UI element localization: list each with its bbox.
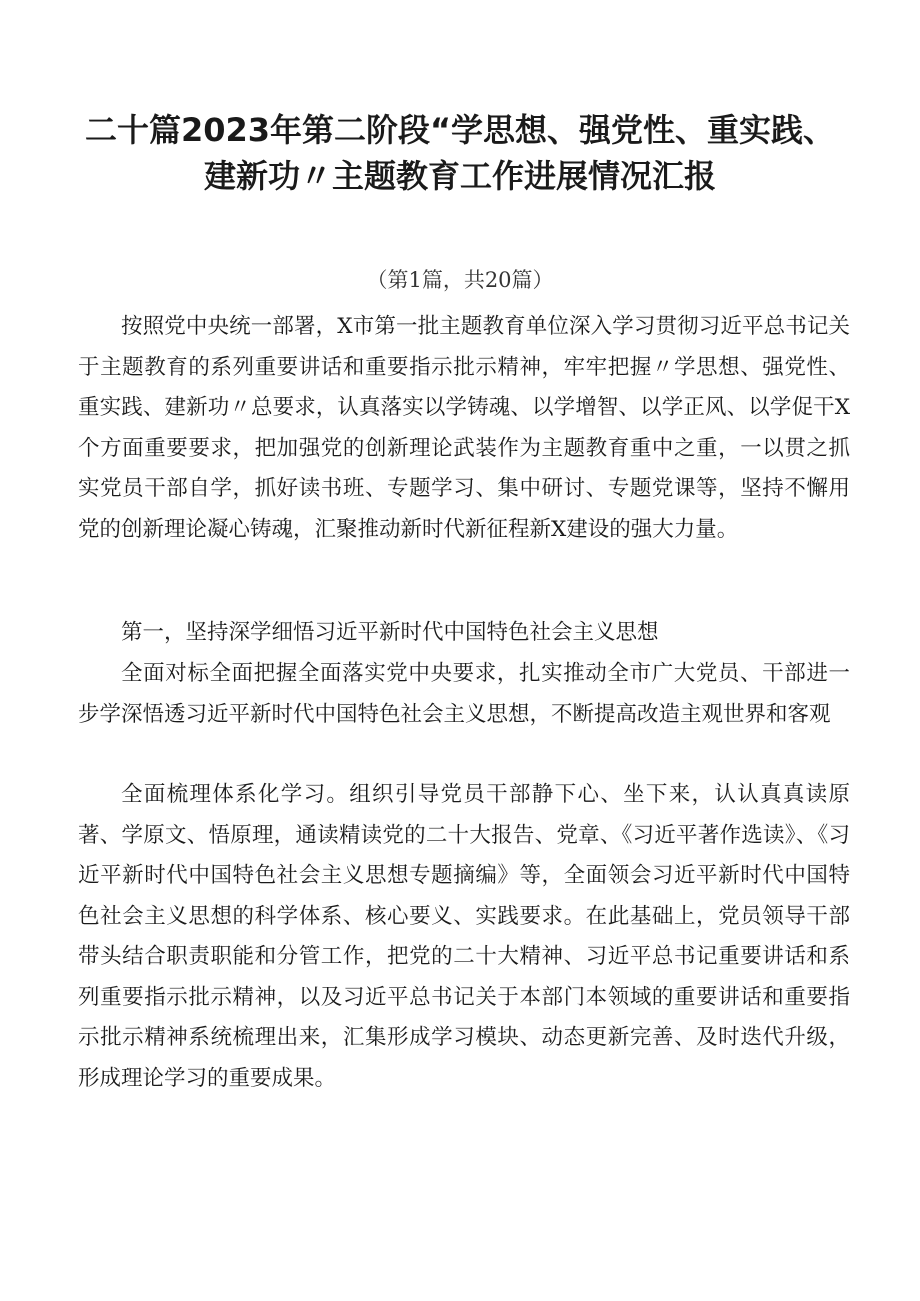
paragraph-section-1: 全面对标全面把握全面落实党中央要求，扎实推动全市广大党员、干部进一步学深悟透习近平新时代中国特色社会主义思想，不断提高改造主观世界和客观: [78, 661, 850, 727]
document-subtitle: （第1篇，共20篇）: [366, 268, 554, 292]
section-heading-1: 第一，坚持深学细悟习近平新时代中国特色社会主义思想: [121, 620, 659, 645]
paragraph-intro: 按照党中央统一部署，X市第一批主题教育单位深入学习贯彻习近平总书记关于主题教育的系列重要讲话和重要指示批示精神，牢牢把握〃学思想、强党性、重实践、建新功〃总要求，认真落实以学铸魂、以学增智、以学正风、以学促干X个方面重要要求，把加强党的创新理论武装作为主题教育重中之重，一以贯之抓实党员干部自学，抓好读书班、专题学习、集中研讨、专题党课等，坚持不懈用党的创新理论凝心铸魂，汇聚推动新时代新征程新X建设的强大力量。: [78, 314, 850, 542]
document-title-line-1: 二十篇2023年第二阶段“学思想、强党性、重实践、: [84, 111, 836, 149]
paragraph-systematic-study: 全面梳理体系化学习。组织引导党员干部静下心、坐下来，认认真真读原著、学原文、悟原理，通读精读党的二十大报告、党章、《习近平著作选读》、《习近平新时代中国特色社会主义思想专题摘编》等，全面领会习近平新时代中国特色社会主义思想的科学体系、核心要义、实践要求。在此基础上，党员领导干部带头结合职责职能和分管工作，把党的二十大精神、习近平总书记重要讲话和系列重要指示批示精神，以及习近平总书记关于本部门本领域的重要讲话和重要指示批示精神系统梳理出来，汇集形成学习模块、动态更新完善、及时迭代升级，形成理论学习的重要成果。: [78, 782, 850, 1091]
document-title-line-2: 建新功〃主题教育工作进展情况汇报: [203, 157, 716, 195]
